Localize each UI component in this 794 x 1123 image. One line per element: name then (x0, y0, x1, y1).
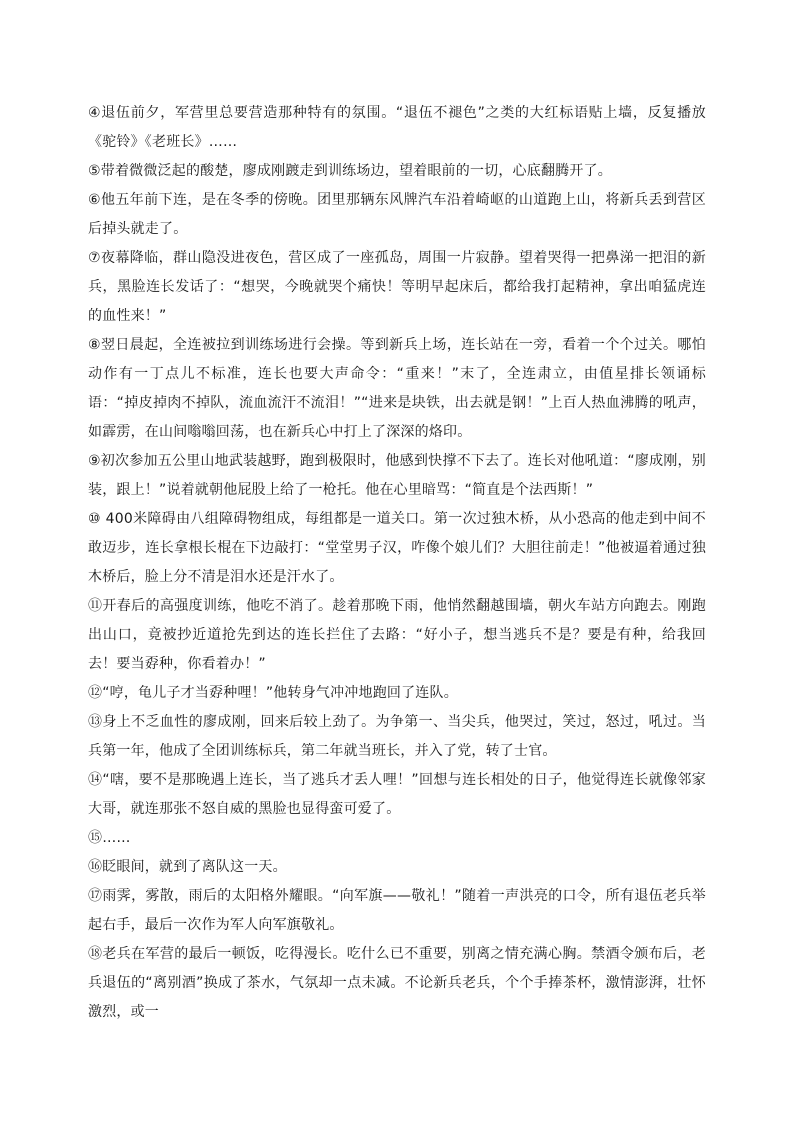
paragraph-18: ⑱老兵在军营的最后一顿饭，吃得漫长。吃什么已不重要，别离之情充满心胸。禁酒令颁布后，老兵退伍的“离别酒”换成了茶水，气氛却一点未减。不论新兵老兵，个个手捧茶杯，激情澎湃，壮怀激烈，或一 (88, 946, 706, 1020)
paragraph-12: ⑫“哼，龟儿子才当孬种哩！”他转身气冲冲地跑回了连队。 (88, 685, 458, 701)
paragraph-15: ⑮…… (88, 830, 131, 846)
paragraph-5: ⑤带着微微泛起的酸楚，廖成刚踱走到训练场边，望着眼前的一切，心底翻腾开了。 (88, 163, 612, 179)
paragraph-4: ④退伍前夕，军营里总要营造那种特有的氛围。“退伍不褪色”之类的大红标语贴上墙，反复播放《驼铃》《老班长》…… (88, 105, 706, 150)
document-body (88, 99, 706, 1027)
paragraph-17: ⑰雨霁，雾散，雨后的太阳格外耀眼。“向军旗——敬礼！”随着一声洪亮的口令，所有退伍老兵举起右手，最后一次作为军人向军旗敬礼。 (88, 888, 706, 933)
paragraph-9: ⑨初次参加五公里山地武装越野，跑到极限时，他感到快撑不下去了。连长对他吼道：“廖成刚，别装，跟上！”说着就朝他屁股上给了一枪托。他在心里暗骂：“简直是个法西斯！” (88, 453, 706, 498)
paragraph-16: ⑯眨眼间，就到了离队这一天。 (88, 859, 287, 875)
paragraph-14: ⑭“嗐，要不是那晚遇上连长，当了逃兵才丢人哩！”回想与连长相处的日子，他觉得连长就像邻家大哥，就连那张不怒自威的黑脸也显得蛮可爱了。 (88, 772, 706, 817)
paragraph-8: ⑧翌日晨起，全连被拉到训练场进行会操。等到新兵上场，连长站在一旁，看着一个个过关。哪怕动作有一丁点儿不标准，连长也要大声命令：“重来！”末了，全连肃立，由值星排长领诵标语：“掉皮掉肉不掉队，流血流汗不流泪！”“进来是块铁，出去就是钢！”上百人热血沸腾的吼声，如霹雳，在山间嗡嗡回荡，也在新兵心中打上了深深的烙印。 (88, 337, 706, 440)
paragraph-10: ⑩ 400米障碍由八组障碍物组成，每组都是一道关口。第一次过独木桥，从小恐高的他走到中间不敢迈步，连长拿根长棍在下边敲打：“堂堂男子汉，咋像个娘儿们？大胆往前走！”他被逼着通过独木桥后，脸上分不清是泪水还是汗水了。 (88, 511, 706, 585)
paragraph-6: ⑥他五年前下连，是在冬季的傍晚。团里那辆东风牌汽车沿着崎岖的山道跑上山，将新兵丢到营区后掉头就走了。 (88, 192, 706, 237)
paragraph-13: ⑬身上不乏血性的廖成刚，回来后较上劲了。为争第一、当尖兵，他哭过，笑过，怒过，吼过。当兵第一年，他成了全团训练标兵，第二年就当班长，并入了党，转了士官。 (88, 714, 706, 759)
paragraph-7: ⑦夜幕降临，群山隐没进夜色，营区成了一座孤岛，周围一片寂静。望着哭得一把鼻涕一把泪的新兵，黑脸连长发话了：“想哭，今晚就哭个痛快！等明早起床后，都给我打起精神，拿出咱猛虎连的血性来！” (88, 250, 706, 324)
paragraph-11: ⑪开春后的高强度训练，他吃不消了。趁着那晚下雨，他悄然翻越围墙，朝火车站方向跑去。刚跑出山口，竟被抄近道抢先到达的连长拦住了去路：“好小子，想当逃兵不是？要是有种，给我回去！要当孬种，你看着办！” (88, 598, 706, 672)
